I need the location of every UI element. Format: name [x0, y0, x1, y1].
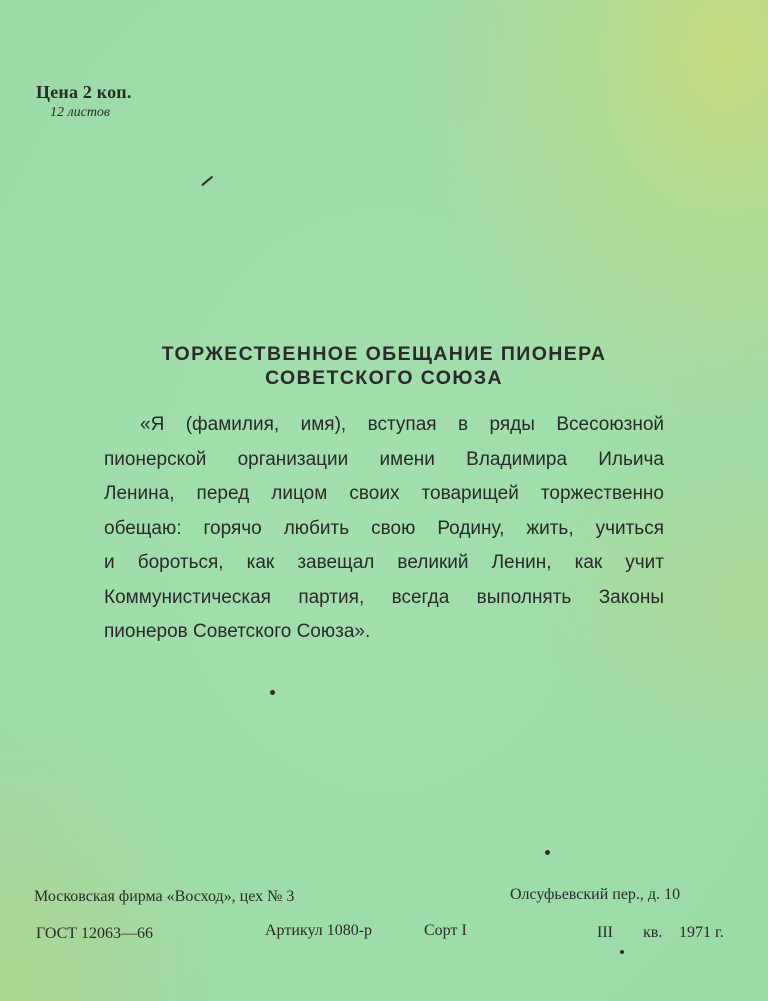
gost-standard: ГОСТ 12063—66	[36, 925, 154, 942]
grade-label: Сорт I	[424, 922, 467, 939]
oath-line: обещаю: горячо любить свою Родину, жить, учиться	[104, 517, 664, 539]
oath-line: пионерской организации имени Владимира Ильича	[104, 448, 664, 470]
quarter-number: III	[597, 924, 613, 941]
price-label: Цена 2 коп.	[36, 82, 132, 102]
factory-name: Московская фирма «Восход», цех № 3	[34, 888, 295, 905]
quarter-label: кв.	[643, 924, 663, 941]
oath-line: пионеров Советского Союза».	[104, 621, 371, 642]
print-speck	[620, 950, 624, 954]
print-year: 1971 г.	[679, 924, 724, 941]
oath-text	[104, 408, 664, 650]
oath-line: «Я (фамилия, имя), вступая в ряды Всесоюзной	[140, 414, 664, 435]
oath-title-line-1: ТОРЖЕСТВЕННОЕ ОБЕЩАНИЕ ПИОНЕРА	[161, 343, 607, 365]
article-number: Артикул 1080-р	[265, 922, 373, 939]
print-speck	[545, 850, 550, 855]
factory-address: Олсуфьевский пер., д. 10	[510, 886, 681, 903]
print-speck	[270, 690, 275, 695]
oath-title-line-2: СОВЕТСКОГО СОЮЗА	[265, 367, 503, 389]
oath-line: и бороться, как завещал великий Ленин, как учит	[104, 552, 664, 573]
oath-line: Коммунистическая партия, всегда выполнять Законы	[104, 586, 664, 608]
print-speck	[201, 176, 213, 186]
sheet-count: 12 листов	[50, 105, 111, 120]
oath-line: Ленина, перед лицом своих товарищей торжественно	[104, 483, 664, 504]
